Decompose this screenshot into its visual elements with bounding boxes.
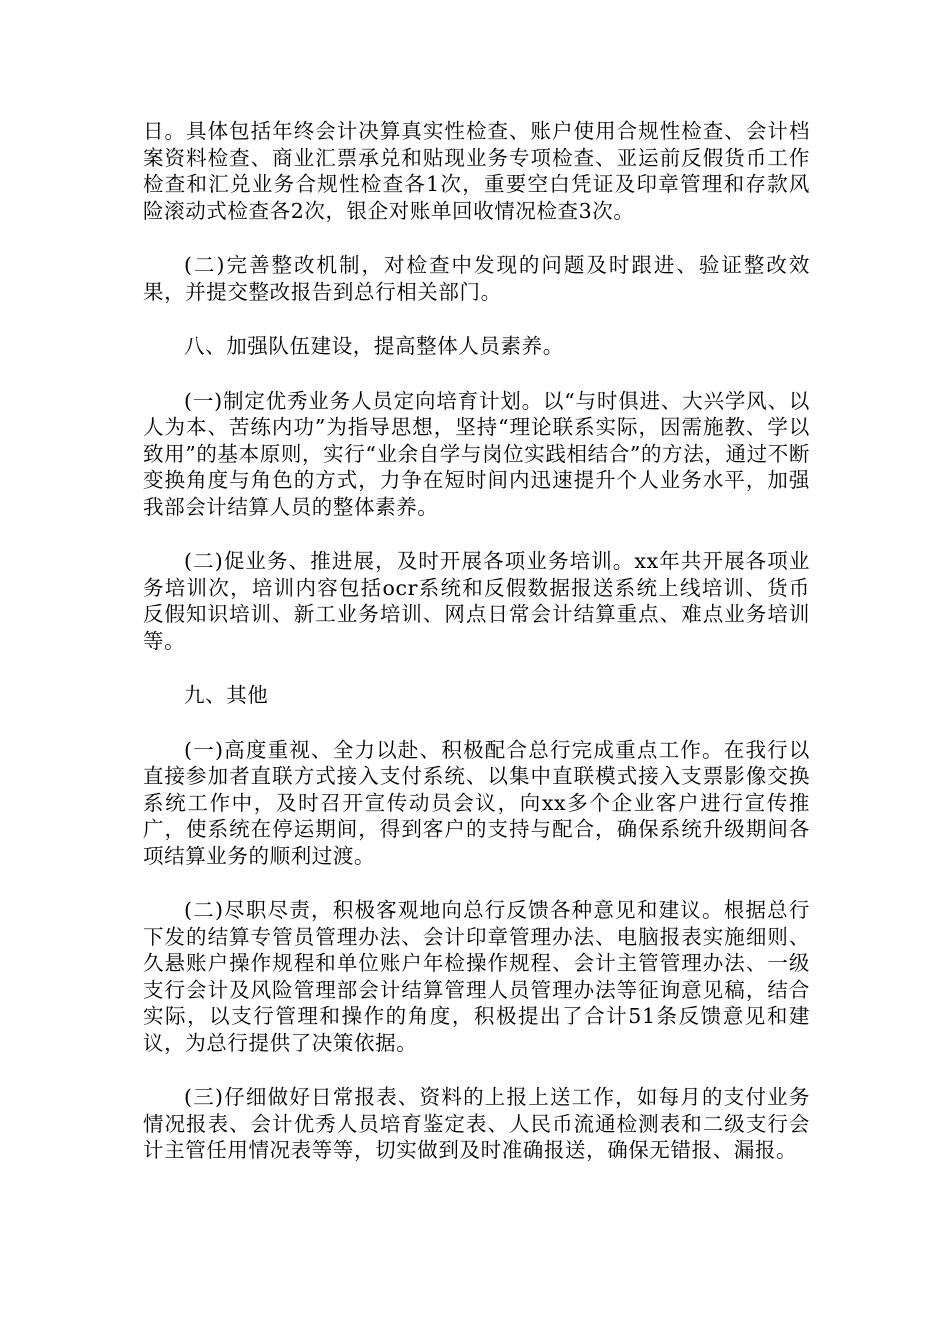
paragraph-key-work: (一)高度重视、全力以赴、积极配合总行完成重点工作。在我行以直接参加者直联方式接入支付系统、以集中直联模式接入支票影像交换系统工作中，及时召开宣传动员会议，向xx多个企业客户进行宣传推广，使系统在停运期间，得到客户的支持与配合，确保系统升级期间各项结算业务的顺利过渡。 <box>143 737 810 868</box>
paragraph-training-plan: (一)制定优秀业务人员定向培育计划。以“与时俱进、大兴学风、以人为本、苦练内功”为指导思想，坚持“理论联系实际，因需施教、学以致用”的基本原则，实行“业余自学与岗位实践相结合”的方法，通过不断变换角度与角色的方式，力争在短时间内迅速提升个人业务水平，加强我部会计结算人员的整体素养。 <box>143 388 810 519</box>
paragraph-rectification: (二)完善整改机制，对检查中发现的问题及时跟进、验证整改效果，并提交整改报告到总行相关部门。 <box>143 253 810 304</box>
section-heading-nine: 九、其他 <box>184 683 269 707</box>
section-heading-eight: 八、加强队伍建设，提高整体人员素养。 <box>184 334 564 358</box>
paragraph-continuation: 日。具体包括年终会计决算真实性检查、账户使用合规性检查、会计档案资料检查、商业汇票承兑和贴现业务专项检查、亚运前反假货币工作检查和汇兑业务合规性检查各1次，重要空白凭证及印章管理和存款风险滚动式检查各2次，银企对账单回收情况检查3次。 <box>143 119 810 223</box>
paragraph-reporting: (三)仔细做好日常报表、资料的上报上送工作，如每月的支付业务情况报表、会计优秀人员培育鉴定表、人民币流通检测表和二级支行会计主管任用情况表等等，切实做到及时准确报送，确保无错报、漏报。 <box>143 1085 810 1162</box>
paragraph-business-training: (二)促业务、推进展，及时开展各项业务培训。xx年共开展各项业务培训次，培训内容包括ocr系统和反假数据报送系统上线培训、货币反假知识培训、新工业务培训、网点日常会计结算重点、难点业务培训等。 <box>143 549 810 653</box>
paragraph-feedback: (二)尽职尽责，积极客观地向总行反馈各种意见和建议。根据总行下发的结算专管员管理办法、会计印章管理办法、电脑报表实施细则、久悬账户操作规程和单位账户年检操作规程、会计主管管理办法、一级支行会计及风险管理部会计结算管理人员管理办法等征询意见稿，结合实际，以支行管理和操作的角度，积极提出了合计51条反馈意见和建议，为总行提供了决策依据。 <box>143 898 810 1055</box>
